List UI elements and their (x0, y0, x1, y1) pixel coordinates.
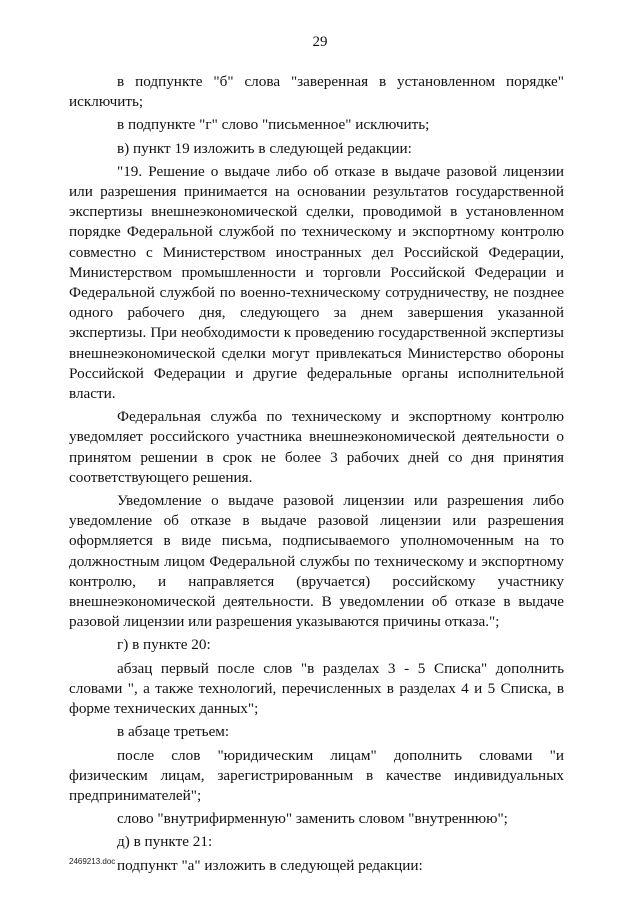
document-body (69, 72, 564, 876)
file-name-footer: 2469213.doc (69, 857, 116, 866)
paragraph: абзац первый после слов "в разделах 3 - 5 Списка" дополнить словами ", а также технологий, перечисленных в разделах 4 и 5 Списка, в форме технических данных"; (69, 659, 564, 718)
paragraph: Федеральная служба по техническому и экспортному контролю уведомляет российского участника внешнеэкономической деятельности о принятом решении в срок не более 3 рабочих дней со дня принятия соответствующего решения. (69, 408, 564, 486)
paragraph: после слов "юридическим лицам" дополнить словами "и физическим лицам, зарегистрированным в качестве индивидуальных предпринимателей"; (69, 746, 564, 804)
paragraph: подпункт "а" изложить в следующей редакции: (117, 856, 423, 874)
paragraph: г) в пункте 20: (117, 636, 211, 654)
paragraph: Уведомление о выдаче разовой лицензии или разрешения либо уведомление об отказе в выдаче разовой лицензии или разрешения оформляется в виде письма, подписываемого уполномоченным на то должностным лицом Федеральной службы по техническому и экспортному контролю, и направляется (вручается) российскому участнику внешнеэкономической деятельности. В уведомлении об отказе в выдаче разовой лицензии или разрешения указываются причины отказа."; (69, 492, 564, 631)
paragraph: в абзаце третьем: (117, 723, 230, 741)
paragraph: в) пункт 19 изложить в следующей редакции: (117, 139, 412, 157)
paragraph: "19. Решение о выдаче либо об отказе в выдаче разовой лицензии или разрешения принимается на основании результатов государственной экспертизы внешнеэкономической сделки, проводимой в установленном порядке Федеральной службой по техническому и экспортному контролю совместно с Министерством иностранных дел Российской Федерации, Министерством промышленности и торговли Российской Федерации и Федеральной службой по военно-техническому сотрудничеству, не позднее одного рабочего дня, следующего за днем завершения указанной экспертизы. При необходимости к проведению государственной экспертизы внешнеэкономической сделки могут привлекаться Министерство обороны Российской Федерации и другие федеральные органы исполнительной власти. (69, 162, 564, 403)
page-number: 29 (312, 34, 328, 50)
paragraph: слово "внутрифирменную" заменить словом "внутреннюю"; (117, 810, 508, 828)
paragraph: в подпункте "г" слово "письменное" исключить; (117, 116, 430, 134)
paragraph: в подпункте "б" слова "заверенная в установленном порядке" исключить; (69, 73, 564, 111)
paragraph: д) в пункте 21: (117, 833, 213, 851)
